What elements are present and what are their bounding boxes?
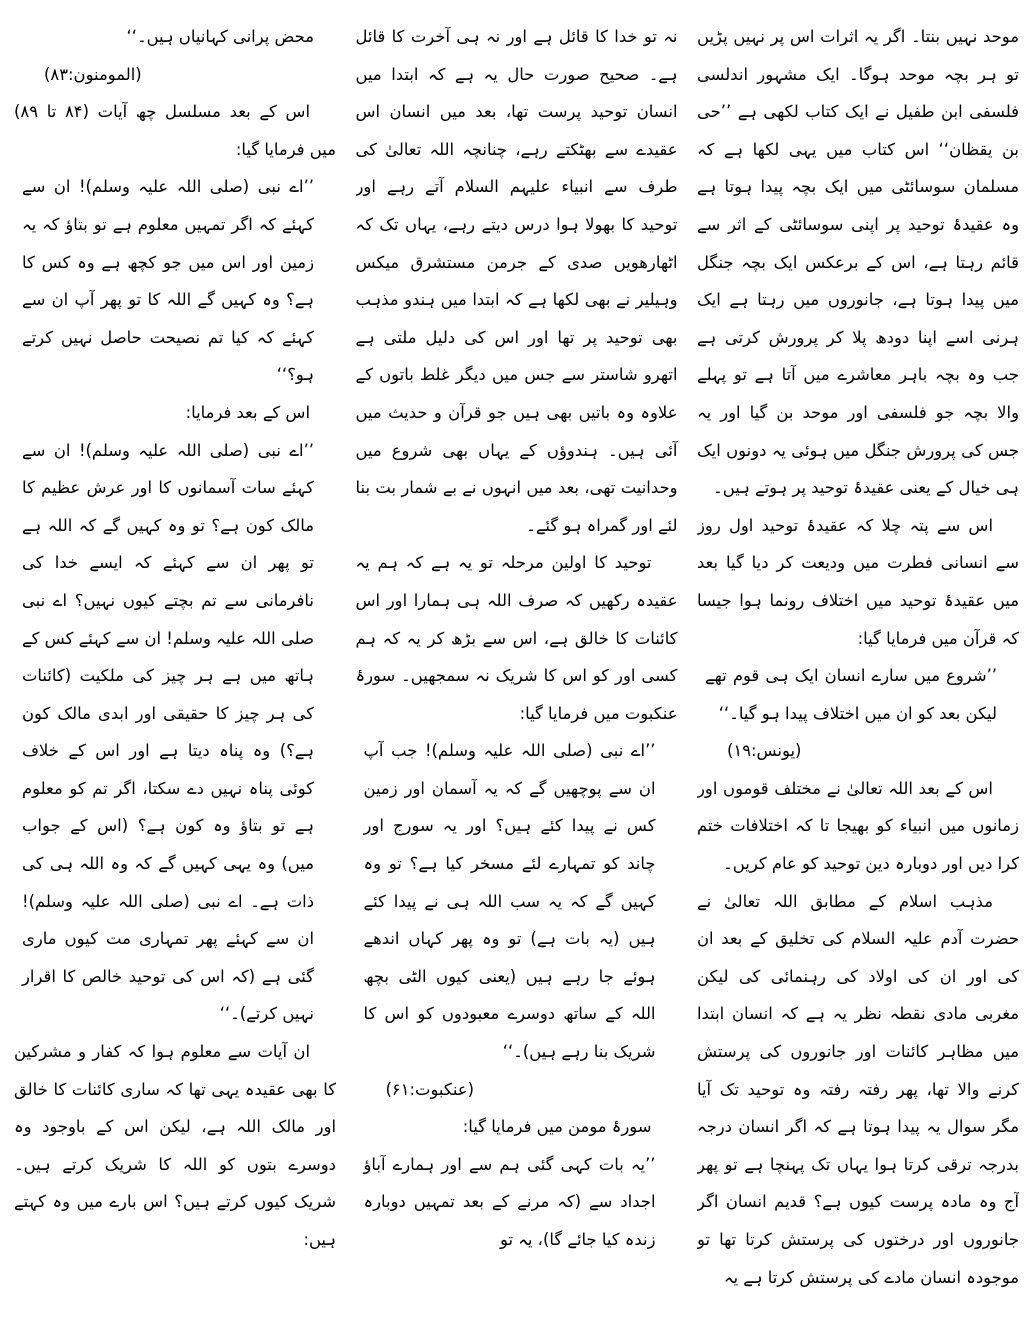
right-paragraph-1: موحد نہیں بنتا۔ اگر یہ اثرات اس پر نہیں پڑیں تو ہر بچہ موحد ہوگا۔ ایک مشہور اندلسی فلسفی ابن طفیل نے ایک کتاب لکھی ہے ’’حی بن یقظان‘‘ اس کتاب میں یہی لکھا ہے کہ مسلمان سوسائٹی میں ایک بچہ پیدا ہوتا ہے وہ عقیدۂ توحید پر اپنی سوسائٹی کے اثر سے قائم رہتا ہے، اس کے برعکس ایک بچہ جنگل میں پیدا ہوتا ہے، جانوروں میں رہتا ہے ایک ہرنی اسے اپنا دودھ پلا کر پرورش کرتی ہے جب وہ بچہ باہر معاشرے میں آتا ہے تو پہلے والا بچہ جو فلسفی اور موحد بن گیا اور یہ جس کی پرورش جنگل میں ہوئی یہ دونوں ایک ہی خیال کے یعنی عقیدۂ توحید پر ہوتے ہیں۔	[697, 27, 1019, 498]
left-paragraph-7: ان آیات سے معلوم ہوا کہ کفار و مشرکین کا بھی عقیدہ یہی تھا کہ ساری کائنات کا خالق اور مالک اللہ ہے، لیکن اس کے باوجود وہ دوسرے بتوں کو اللہ کا شریک کرتے ہیں۔ شریک کیوں کرتے ہیں؟ اس بارے میں وہ کہتے ہیں:	[14, 1042, 336, 1249]
right-paragraph-4: (یونس:۱۹)	[727, 741, 802, 761]
middle-paragraph-3: ’’اے نبی (صلی اللہ علیہ وسلم)! جب آپ ان سے پوچھیں گے کہ یہ آسمان اور زمین کس نے پیدا کئے ہیں؟ اور یہ سورج اور چاند کو تمہارے لئے مسخر کیا ہے؟ تو وہ کہیں گے کہ یہ سب اللہ ہی نے پیدا کئے ہیں (یہ بات ہے) تو وہ پھر کہاں اندھے ہوئے جا رہے ہیں (یعنی کیوں الٹی بچھ اللہ کے ساتھ دوسرے معبودوں کو اس کا شریک بنا رہے ہیں)۔‘‘	[363, 741, 656, 1062]
column-left	[14, 18, 336, 1318]
right-paragraph-3: ’’شروع میں سارے انسان ایک ہی قوم تھے لیکن بعد کو ان میں اختلاف پیدا ہو گیا۔‘‘	[705, 666, 997, 723]
right-paragraph-5: اس کے بعد اللہ تعالیٰ نے مختلف قوموں اور زمانوں میں انبیاء کو بھیجا تا کہ اختلافات ختم کرا دیں اور دوبارہ دین توحید کو عام کریں۔	[697, 778, 1019, 874]
left-paragraph-2: (المومنون:۸۳)	[44, 64, 142, 84]
left-paragraph-3: اس کے بعد مسلسل چھ آیات (۸۴ تا ۸۹) میں فرمایا گیا:	[14, 102, 336, 159]
middle-paragraph-5: سورۂ مومن میں فرمایا گیا:	[462, 1117, 652, 1137]
left-paragraph-5: اس کے بعد فرمایا:	[185, 402, 310, 422]
column-middle	[356, 18, 678, 1318]
text-columns	[14, 18, 1019, 1318]
middle-paragraph-6: ’’یہ بات کہی گئی ہم سے اور ہمارے آباؤ اجداد سے (کہ مرنے کے بعد تمہیں دوبارہ زندہ کیا جائے گا)، یہ تو	[363, 1154, 656, 1249]
middle-paragraph-4: (عنکبوت:۶۱)	[385, 1079, 475, 1099]
left-paragraph-4: ’’اے نبی (صلی اللہ علیہ وسلم)! ان سے کہئے کہ اگر تمہیں معلوم ہے تو بتاؤ کہ یہ زمین اور اس میں جو کچھ ہے وہ کس کا ہے؟ وہ کہیں گے اللہ کا تو پھر آپ ان سے کہئے کہ کیا تم نصیحت حاصل نہیں کرتے ہو؟‘‘	[22, 177, 314, 385]
right-paragraph-2: اس سے پتہ چلا کہ عقیدۂ توحید اول روز سے انسانی فطرت میں ودیعت کر دیا گیا بعد میں عقیدۂ توحید میں اختلاف رونما ہوا جیسا کہ قرآن میں فرمایا گیا:	[697, 515, 1019, 648]
left-paragraph-6: ’’اے نبی (صلی اللہ علیہ وسلم)! ان سے کہئے سات آسمانوں کا اور عرش عظیم کا مالک کون ہے؟ تو وہ کہیں گے کہ اللہ ہے تو پھر ان سے کہئے کہ ایسے خدا کی نافرمانی سے تم بچتے کیوں نہیں؟ اے نبی صلی اللہ علیہ وسلم! ان سے کہئے کس کے ہاتھ میں ہے ہر چیز کی ملکیت (کائنات کی ہر چیز کا حقیقی اور ابدی مالک کون ہے؟) وہ پناہ دیتا ہے اور اس کے خلاف کوئی پناہ نہیں دے سکتا، اگر تم کو معلوم ہے تو بتاؤ وہ کون ہے؟ (اس کے جواب میں) وہ یہی کہیں گے کہ وہ اللہ ہی کی ذات ہے۔ اے نبی (صلی اللہ علیہ وسلم)! ان سے کہئے پھر تمہاری مت کیوں ماری گئی ہے (کہ اس کی توحید خالص کا اقرار نہیں کرتے)۔‘‘	[22, 440, 314, 1024]
middle-paragraph-1: نہ تو خدا کا قائل ہے اور نہ ہی آخرت کا قائل ہے۔ صحیح صورت حال یہ ہے کہ ابتدا میں انسان توحید پرست تھا، بعد میں انسان اس عقیدے سے بھٹکتے رہے، چنانچہ اللہ تعالیٰ کی طرف سے انبیاء علیہم السلام آتے رہے اور توحید کا بھولا ہوا درس دیتے رہے، یہاں تک کہ اٹھارھویں صدی کے جرمن مستشرق میکس وہیلیر نے بھی لکھا ہے کہ ابتدا میں ہندو مذہب بھی توحید پر تھا اور اس کی دلیل ملتی ہے اتھرو شاستر سے جس میں دیگر غلط باتوں کے علاوہ وہ باتیں بھی ہیں جو قرآن و حدیث میں آئی ہیں۔ ہندوؤں کے یہاں بھی شروع میں وحدانیت تھی، بعد میں انہوں نے بے شمار بت بنا لئے اور گمراہ ہو گئے۔	[355, 27, 678, 535]
left-paragraph-1: محض پرانی کہانیاں ہیں۔‘‘	[126, 27, 314, 46]
column-right	[697, 18, 1019, 1318]
middle-paragraph-2: توحید کا اولین مرحلہ تو یہ ہے کہ ہم یہ عقیدہ رکھیں کہ صرف اللہ ہی ہمارا اور اس کائنات کا خالق ہے، اس سے بڑھ کر یہ کہ ہم کسی اور کو اس کا شریک نہ سمجھیں۔ سورۂ عنکبوت میں فرمایا گیا:	[355, 553, 678, 723]
right-paragraph-6: مذہب اسلام کے مطابق اللہ تعالیٰ نے حضرت آدم علیہ السلام کی تخلیق کے بعد ان کی اور ان کی اولاد کی رہنمائی کی لیکن مغربی مادی نقطہ نظر یہ ہے کہ انسان ابتدا میں مظاہر کائنات اور جانوروں کی پرستش کرنے والا تھا، پھر رفتہ رفتہ وہ توحید تک آیا مگر سوال یہ پیدا ہوتا ہے کہ اگر انسان درجہ بدرجہ ترقی کرتا ہوا یہاں تک پہنچا ہے تو پھر آج وہ مادہ پرست کیوں ہے؟ قدیم انسان اگر جانوروں اور درختوں کی پرستش کرتا تھا تو موجودہ انسان مادے کی پرستش کرتا ہے یہ	[697, 891, 1019, 1287]
